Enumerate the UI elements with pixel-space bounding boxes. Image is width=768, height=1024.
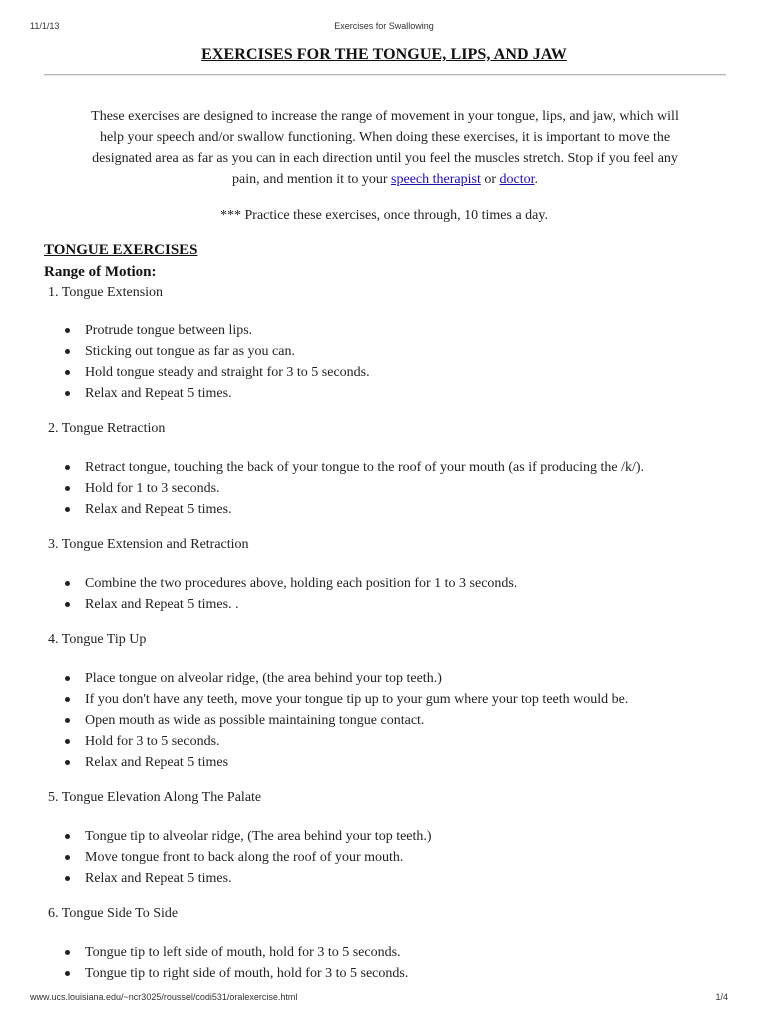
print-page-number: 1/4 bbox=[715, 992, 728, 1002]
bullet-dot-icon bbox=[65, 697, 70, 702]
list-item-text: Relax and Repeat 5 times. . bbox=[85, 597, 239, 612]
bullet-dot-icon bbox=[65, 602, 70, 607]
list-item-text: If you don't have any teeth, move your tongue tip up to your gum where your top teeth would be. bbox=[85, 692, 629, 707]
bullet-dot-icon bbox=[65, 349, 70, 354]
exercise-heading: 4. Tongue Tip Up bbox=[48, 632, 147, 647]
section-title-tongue-exercises: TONGUE EXERCISES bbox=[44, 242, 198, 258]
bullet-dot-icon bbox=[65, 676, 70, 681]
list-item-text: Hold for 3 to 5 seconds. bbox=[85, 734, 220, 749]
list-item bbox=[64, 499, 644, 520]
list-item bbox=[64, 942, 408, 963]
list-item-text: Relax and Repeat 5 times bbox=[85, 755, 229, 770]
bullet-dot-icon bbox=[65, 581, 70, 586]
list-item-text: Retract tongue, touching the back of your tongue to the roof of your mouth (as if producing the /k/). bbox=[85, 460, 645, 475]
subsection-title-range-of-motion: Range of Motion: bbox=[44, 264, 157, 280]
bullet-dot-icon bbox=[65, 370, 70, 375]
intro-paragraph bbox=[90, 106, 680, 190]
list-item bbox=[64, 341, 370, 362]
list-item bbox=[64, 668, 628, 689]
exercise-heading: 2. Tongue Retraction bbox=[48, 421, 166, 436]
list-item-text: Sticking out tongue as far as you can. bbox=[85, 344, 295, 359]
list-item bbox=[64, 689, 628, 710]
intro-text: These exercises are designed to increase the range of movement in your tongue, lips, and jaw, which will help your speech and/or swallow functioning. When doing these exercises, it is important to move the designated area as far as you can in each direction until you feel the muscles stretch. Stop if you feel any pain, and mention it to your bbox=[91, 109, 679, 187]
list-item bbox=[64, 573, 517, 594]
intro-text-end: . bbox=[534, 172, 538, 187]
list-item-text: Tongue tip to left side of mouth, hold for 3 to 5 seconds. bbox=[85, 945, 401, 960]
bullet-dot-icon bbox=[65, 855, 70, 860]
bullet-dot-icon bbox=[65, 465, 70, 470]
practice-note: *** Practice these exercises, once through, 10 times a day. bbox=[220, 208, 548, 223]
print-footer bbox=[30, 992, 738, 1004]
bullet-dot-icon bbox=[65, 950, 70, 955]
bullet-dot-icon bbox=[65, 760, 70, 765]
speech-therapist-link[interactable]: speech therapist bbox=[391, 172, 481, 187]
list-item bbox=[64, 457, 644, 478]
document-title: EXERCISES FOR THE TONGUE, LIPS, AND JAW bbox=[201, 46, 567, 63]
list-item-text: Hold for 1 to 3 seconds. bbox=[85, 481, 220, 496]
exercise-bullet-list bbox=[64, 320, 370, 404]
list-item bbox=[64, 594, 517, 615]
print-url: www.ucs.louisiana.edu/~ncr3025/roussel/codi531/oralexercise.html bbox=[30, 992, 298, 1002]
list-item-text: Relax and Repeat 5 times. bbox=[85, 871, 232, 886]
list-item bbox=[64, 710, 628, 731]
exercise-bullet-list bbox=[64, 573, 517, 615]
list-item-text: Tongue tip to alveolar ridge, (The area behind your top teeth.) bbox=[85, 829, 432, 844]
print-header bbox=[30, 21, 738, 33]
exercise-bullet-list bbox=[64, 668, 628, 773]
exercise-heading: 1. Tongue Extension bbox=[48, 285, 164, 300]
bullet-dot-icon bbox=[65, 876, 70, 881]
exercise-heading: 6. Tongue Side To Side bbox=[48, 906, 179, 921]
list-item bbox=[64, 847, 432, 868]
doctor-link[interactable]: doctor bbox=[499, 172, 535, 187]
bullet-dot-icon bbox=[65, 739, 70, 744]
list-item bbox=[64, 362, 370, 383]
horizontal-rule bbox=[44, 74, 726, 76]
list-item-text: Hold tongue steady and straight for 3 to 5 seconds. bbox=[85, 365, 370, 380]
list-item bbox=[64, 826, 432, 847]
list-item-text: Open mouth as wide as possible maintaining tongue contact. bbox=[85, 713, 425, 728]
exercise-bullet-list bbox=[64, 942, 408, 984]
list-item bbox=[64, 752, 628, 773]
intro-text-middle: or bbox=[480, 172, 500, 187]
list-item bbox=[64, 320, 370, 341]
bullet-dot-icon bbox=[65, 328, 70, 333]
list-item-text: Place tongue on alveolar ridge, (the area behind your top teeth.) bbox=[85, 671, 442, 686]
list-item bbox=[64, 731, 628, 752]
list-item-text: Tongue tip to right side of mouth, hold for 3 to 5 seconds. bbox=[85, 966, 409, 981]
bullet-dot-icon bbox=[65, 507, 70, 512]
print-page-title: Exercises for Swallowing bbox=[334, 21, 434, 31]
exercise-heading: 3. Tongue Extension and Retraction bbox=[48, 537, 249, 552]
bullet-dot-icon bbox=[65, 834, 70, 839]
bullet-dot-icon bbox=[65, 718, 70, 723]
exercise-bullet-list bbox=[64, 826, 432, 889]
list-item-text: Move tongue front to back along the roof of your mouth. bbox=[85, 850, 404, 865]
bullet-dot-icon bbox=[65, 391, 70, 396]
list-item-text: Relax and Repeat 5 times. bbox=[85, 502, 232, 517]
print-date: 11/1/13 bbox=[30, 21, 60, 31]
list-item-text: Relax and Repeat 5 times. bbox=[85, 386, 232, 401]
exercise-heading: 5. Tongue Elevation Along The Palate bbox=[48, 790, 262, 805]
list-item bbox=[64, 478, 644, 499]
list-item bbox=[64, 963, 408, 984]
list-item bbox=[64, 383, 370, 404]
list-item-text: Combine the two procedures above, holding each position for 1 to 3 seconds. bbox=[85, 576, 518, 591]
list-item-text: Protrude tongue between lips. bbox=[85, 323, 253, 338]
list-item bbox=[64, 868, 432, 889]
bullet-dot-icon bbox=[65, 971, 70, 976]
exercise-bullet-list bbox=[64, 457, 644, 520]
bullet-dot-icon bbox=[65, 486, 70, 491]
